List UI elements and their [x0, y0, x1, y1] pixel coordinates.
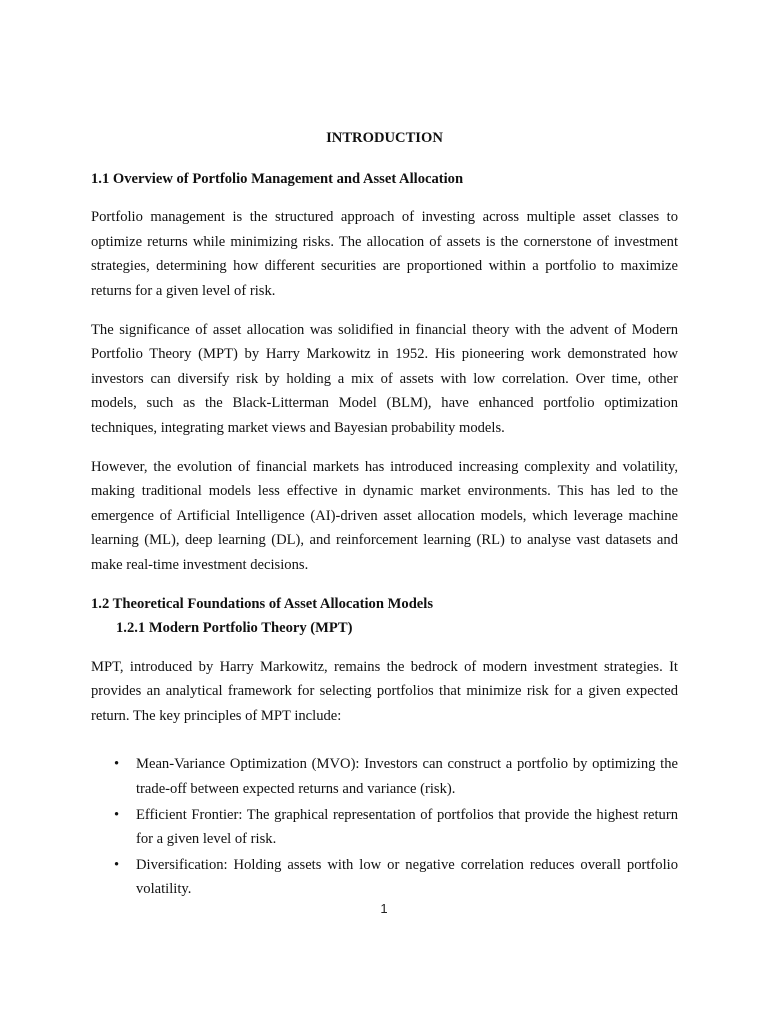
section-heading-1-1: 1.1 Overview of Portfolio Management and Asset Allocation	[91, 170, 464, 187]
chapter-title: INTRODUCTION	[326, 130, 443, 146]
page-content	[91, 126, 678, 903]
bullet-icon: •	[114, 806, 120, 823]
subsection-heading-1-2-1: 1.2.1 Modern Portfolio Theory (MPT)	[116, 620, 353, 637]
section-heading-1-2: 1.2 Theoretical Foundations of Asset Allocation Models	[91, 595, 434, 612]
paragraph-portfolio-management: Portfolio management is the structured approach of investing across multiple asset classes to optimize returns while minimizing risks. The allocation of assets is the cornerstone of investment strategies, determining how different securities are proportioned within a portfolio to maximize returns for a given level of risk.	[91, 209, 678, 299]
list-item	[91, 803, 678, 852]
list-item-text: Efficient Frontier: The graphical representation of portfolios that provide the highest return for a given level of risk.	[136, 806, 678, 848]
mpt-principles-list	[91, 752, 678, 902]
list-item-text: Mean-Variance Optimization (MVO): Investors can construct a portfolio by optimizing the trade-off between expected returns and variance (risk).	[136, 756, 678, 798]
list-item	[91, 752, 678, 801]
bullet-icon: •	[114, 756, 120, 773]
paragraph-mpt-intro: MPT, introduced by Harry Markowitz, remains the bedrock of modern investment strategies. It provides an analytical framework for selecting portfolios that minimize risk for a given expected return. The key principles of MPT include:	[91, 658, 678, 724]
list-item-text: Diversification: Holding assets with low or negative correlation reduces overall portfolio volatility.	[136, 856, 678, 898]
paragraph-asset-allocation-significance: The significance of asset allocation was solidified in financial theory with the advent of Modern Portfolio Theory (MPT) by Harry Markowitz in 1952. His pioneering work demonstrated how investors can diversify risk by holding a mix of assets with low correlation. Over time, other models, such as the Black-Litterman Model (BLM), have enhanced portfolio optimization techniques, integrating market views and Bayesian probability models.	[91, 321, 678, 436]
list-item	[91, 853, 678, 902]
bullet-icon: •	[114, 856, 120, 873]
paragraph-financial-markets-evolution: However, the evolution of financial markets has introduced increasing complexity and volatility, making traditional models less effective in dynamic market environments. This has led to the emergence of Artificial Intelligence (AI)-driven asset allocation models, which leverage machine learning (ML), deep learning (DL), and reinforcement learning (RL) to analyse vast datasets and make real-time investment decisions.	[91, 458, 678, 573]
page-number: 1	[380, 901, 388, 916]
